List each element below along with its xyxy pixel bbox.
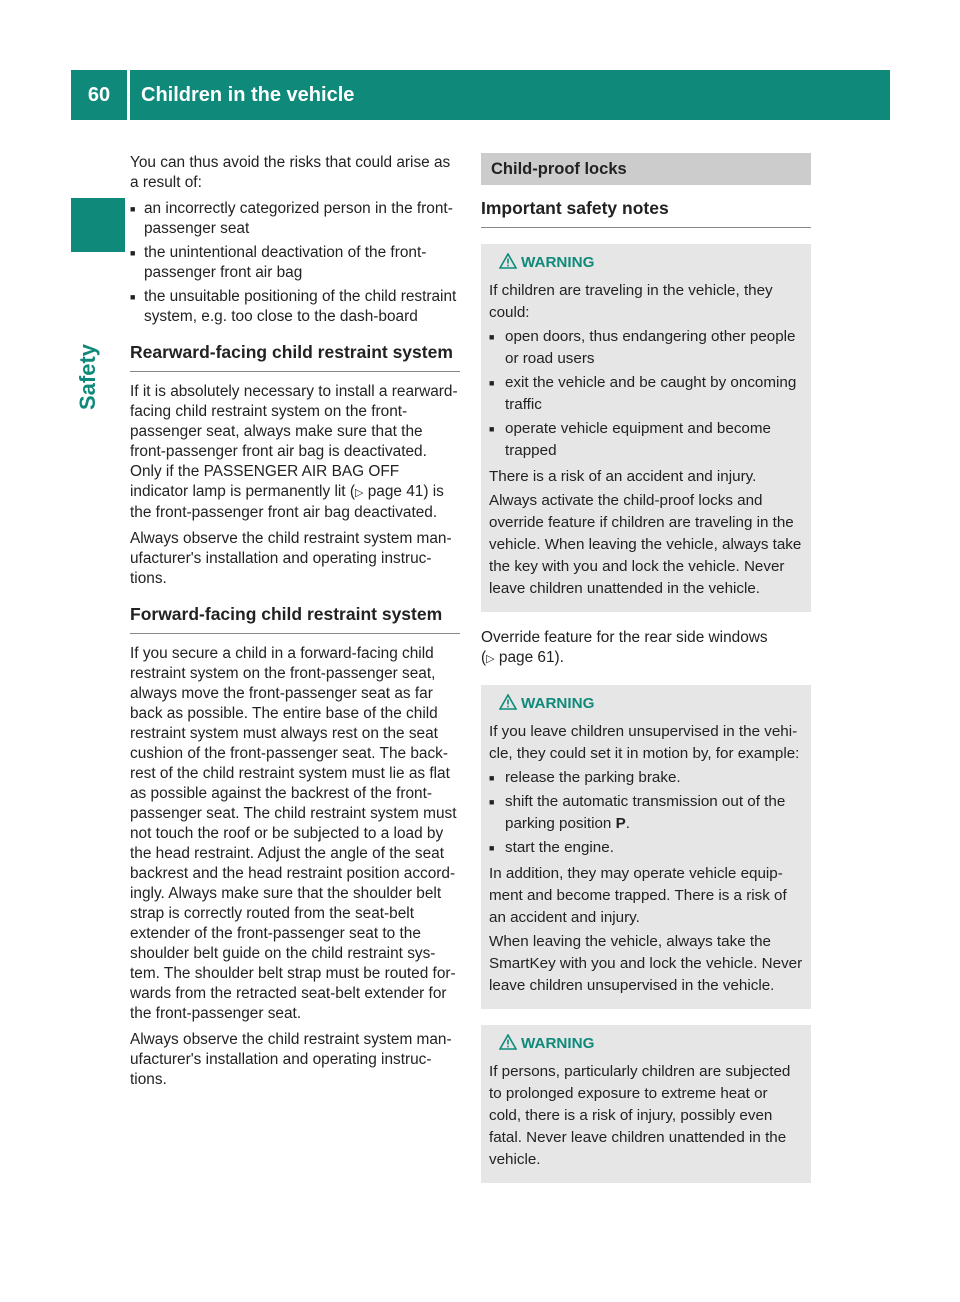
- warning-box: WARNING If children are traveling in the vehicle, they could: ■ open doors, thus endangering other people or road users ■ exit the vehicle and be caught by oncoming traffic ■ operate vehicle equipment and become trapped There is a risk of an accident and injury. Always activate the child-proof locks and override feature if children are traveling in the vehicle. When leaving the vehicle, always take the key with you and lock the vehicle. Never leave children unattended in the vehicle.: [481, 244, 811, 612]
- section-tab: [71, 198, 125, 252]
- right-column: [481, 153, 811, 1199]
- list-item: ■ open doors, thus endangering other people or road users: [489, 326, 803, 370]
- page-ref-link[interactable]: page 41: [367, 483, 424, 500]
- chapter-title: Children in the vehicle: [141, 84, 355, 106]
- list-item: ■ shift the automatic transmission out of the parking position P.: [489, 791, 803, 835]
- page-ref-link[interactable]: page 61: [498, 649, 555, 666]
- list-item: ■ an incorrectly categorized person in the front-passenger seat: [130, 199, 460, 239]
- override-note: Override feature for the rear side windows (▷ page 61).: [481, 629, 768, 666]
- list-item: ■ the unsuitable positioning of the child restraint system, e.g. too close to the dash-board: [130, 287, 460, 327]
- warning-header: WARNING: [489, 1033, 803, 1055]
- rearward-heading: Rearward-facing child restraint system: [130, 341, 460, 372]
- left-column: [130, 153, 460, 1096]
- intro-text: You can thus avoid the risks that could arise as a result of:: [130, 154, 451, 191]
- forward-paragraph: If you secure a child in a forward-facing child restraint system on the front-passenger seat, always move the front-passenger seat as far back as possible. The entire base of the child restraint system must always rest on the seat cushion of the front-passenger seat. The back-rest of the child restraint system must lie as flat as possible against the backrest of the front-passenger seat. The child restraint system must not touch the roof or be subjected to a load by the head restraint. Adjust the angle of the seat backrest and the head restraint position accord-ingly. Always make sure that the shoulder belt strap is correctly routed from the seat-belt extender of the front-passenger seat to the shoulder belt guide on the child restraint sys-tem. The shoulder belt strap must be routed for-wards from the retracted seat-belt extender for the front-passenger seat.: [130, 645, 457, 1022]
- rearward-paragraph: If it is absolutely necessary to install a rearward-facing child restraint system on the front-passenger seat, always make sure that the front-passenger front air bag is deactivated. Only if the PASSENGER AIR BAG OFF indicator lamp is permanently lit (▷ page 41) is the front-passenger front air bag deactivated.: [130, 383, 458, 521]
- warning-box: WARNING If persons, particularly children are subjected to prolonged exposure to extreme heat or cold, there is a risk of injury, possibly even fatal. Never leave children unattended in the vehicle.: [481, 1025, 811, 1183]
- warning-box: WARNING If you leave children unsupervised in the vehi-cle, they could set it in motion by, for example: ■ release the parking brake. ■ shift the automatic transmission out of the parking position P. ■ start the engine. In addition, they may operate vehicle equip-ment and become trapped. There is a risk of an accident and injury. When leaving the vehicle, always take the SmartKey with you and lock the vehicle. Never leave children unsupervised in the vehicle.: [481, 685, 811, 1009]
- warning-header: WARNING: [489, 693, 803, 715]
- list-item: ■ start the engine.: [489, 837, 803, 859]
- warning-triangle-icon: [499, 694, 517, 710]
- warning-triangle-icon: [499, 253, 517, 269]
- page-ref-arrow-icon: ▷: [486, 653, 495, 665]
- page-header: [71, 70, 890, 120]
- header-divider: [127, 70, 130, 120]
- list-item: ■ operate vehicle equipment and become trapped: [489, 418, 803, 462]
- warning-header: WARNING: [489, 252, 803, 274]
- subheading: Important safety notes: [481, 197, 811, 228]
- list-item: ■ release the parking brake.: [489, 767, 803, 789]
- page-ref-arrow-icon: ▷: [354, 487, 364, 499]
- list-item: ■ the unintentional deactivation of the front-passenger front air bag: [130, 243, 460, 283]
- warning-triangle-icon: [499, 1034, 517, 1050]
- section-label: Safety: [75, 343, 100, 410]
- forward-heading: Forward-facing child restraint system: [130, 603, 460, 634]
- rearward-paragraph-2: Always observe the child restraint system man-ufacturer's installation and operating instruc-tions.: [130, 530, 452, 587]
- page-number: 60: [87, 84, 111, 106]
- list-item: ■ exit the vehicle and be caught by oncoming traffic: [489, 372, 803, 416]
- forward-paragraph-2: Always observe the child restraint system man-ufacturer's installation and operating instruc-tions.: [130, 1031, 452, 1088]
- risk-list: [130, 199, 460, 327]
- section-title: Child-proof locks: [481, 153, 811, 185]
